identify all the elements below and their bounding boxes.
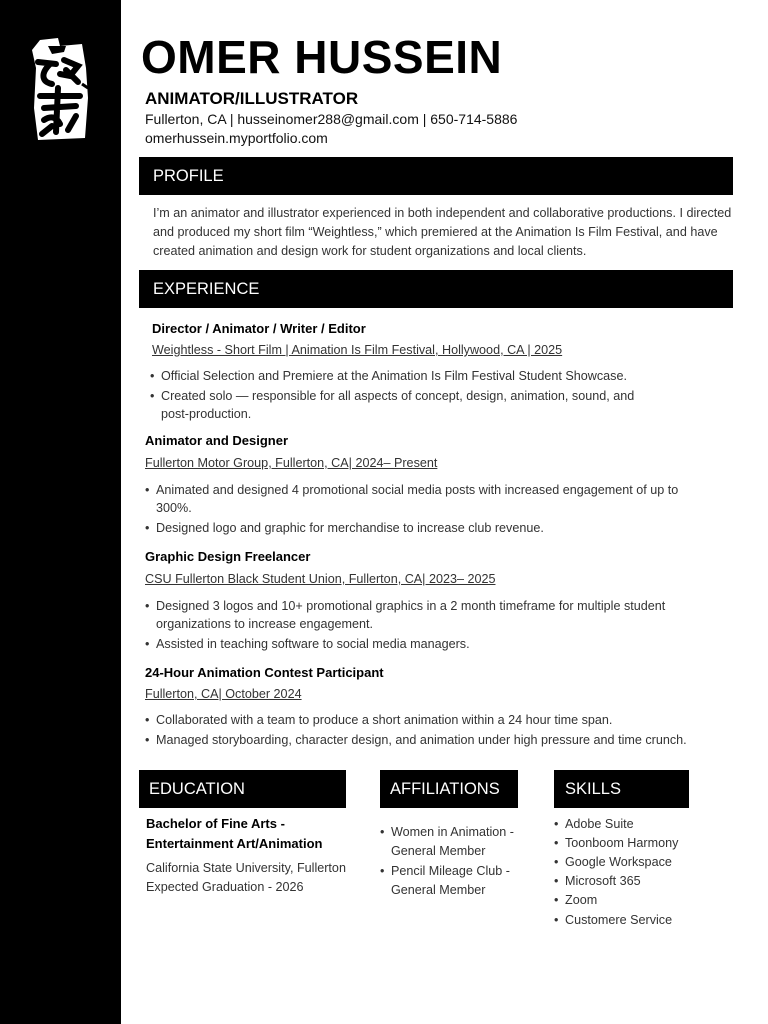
skill-item [554, 815, 744, 834]
bullet-icon: • [554, 874, 559, 888]
job-bullet [145, 597, 705, 633]
job-title: Animator and Designer [145, 433, 289, 448]
bullet-icon: • [554, 893, 559, 907]
skill-text: Customere Service [565, 913, 673, 927]
job-subtitle: Fullerton Motor Group, Fullerton, CA| 2024– Present [145, 456, 438, 470]
portfolio-website: omerhussein.myportfolio.com [145, 130, 328, 146]
bullet-text: Designed 3 logos and 10+ promotional graphics in a 2 month timeframe for multiple student organizations to increase engagement. [156, 599, 666, 631]
affiliation-item [380, 823, 530, 861]
bullet-icon: • [145, 599, 150, 613]
bullet-icon: • [554, 817, 559, 831]
contact-line: Fullerton, CA | husseinomer288@gmail.com | 650-714-5886 [145, 111, 518, 127]
bullet-icon: • [150, 369, 155, 383]
bullet-icon: • [554, 913, 559, 927]
job-bullet [145, 481, 710, 517]
bullet-icon: • [145, 521, 150, 535]
skill-item [554, 834, 744, 853]
skill-item [554, 872, 744, 891]
profile-text: I’m an animator and illustrator experienced in both independent and collaborative productions. I directed and produced my short film “Weightless,” which premiered at the Animation Is Film Festival, and have created animation and design work for student organizations and local clients. [153, 206, 732, 258]
job-bullet [145, 519, 710, 537]
job-subtitle: Weightless - Short Film | Animation Is Film Festival, Hollywood, CA | 2025 [152, 343, 563, 357]
graduation-date: Expected Graduation - 2026 [146, 880, 304, 894]
bullet-icon: • [380, 864, 385, 878]
education-heading: EDUCATION [139, 770, 346, 808]
skill-item [554, 853, 744, 872]
job-subtitle: Fullerton, CA| October 2024 [145, 687, 302, 701]
bullet-text: Animated and designed 4 promotional social media posts with increased engagement of up to 300%. [156, 483, 679, 515]
skills-heading: SKILLS [554, 770, 689, 808]
bullet-text: Assisted in teaching software to social media managers. [156, 637, 470, 651]
job-title: 24-Hour Animation Contest Participant [145, 665, 384, 680]
bullet-icon: • [554, 855, 559, 869]
school-name: California State University, Fullerton [146, 861, 346, 875]
skill-text: Adobe Suite [565, 817, 634, 831]
affiliation-text: Women in Animation - General Member [391, 825, 514, 858]
bullet-icon: • [145, 713, 150, 727]
skill-text: Microsoft 365 [565, 874, 641, 888]
candidate-name: OMER HUSSEIN [141, 31, 503, 83]
job-bullet [150, 367, 650, 385]
job-role: ANIMATOR/ILLUSTRATOR [145, 89, 359, 108]
bullet-icon: • [145, 637, 150, 651]
experience-heading: EXPERIENCE [139, 270, 733, 308]
skill-item [554, 911, 744, 930]
bullet-icon: • [150, 389, 155, 403]
skill-item [554, 891, 744, 910]
skill-text: Toonboom Harmony [565, 836, 679, 850]
bullet-text: Official Selection and Premiere at the Animation Is Film Festival Student Showcase. [161, 369, 627, 383]
skill-text: Zoom [565, 893, 598, 907]
affiliation-text: Pencil Mileage Club - General Member [391, 864, 510, 897]
bullet-text: Managed storyboarding, character design, and animation under high pressure and time crunch. [156, 733, 687, 747]
job-title: Graphic Design Freelancer [145, 549, 311, 564]
affiliation-item [380, 862, 530, 900]
bullet-icon: • [145, 483, 150, 497]
job-bullet [150, 387, 650, 423]
bullet-text: Collaborated with a team to produce a short animation within a 24 hour time span. [156, 713, 613, 727]
bullet-icon: • [380, 825, 385, 839]
affiliations-heading: AFFILIATIONS [380, 770, 518, 808]
job-subtitle: CSU Fullerton Black Student Union, Fullerton, CA| 2023– 2025 [145, 572, 496, 586]
job-bullet [145, 711, 735, 729]
logo-icon [30, 38, 90, 140]
left-sidebar [0, 0, 121, 1024]
skill-text: Google Workspace [565, 855, 672, 869]
bullet-icon: • [145, 733, 150, 747]
bullet-text: Created solo — responsible for all aspects of concept, design, animation, sound, and post-production. [161, 389, 635, 421]
bullet-text: Designed logo and graphic for merchandise to increase club revenue. [156, 521, 544, 535]
bullet-icon: • [554, 836, 559, 850]
profile-heading: PROFILE [139, 157, 733, 195]
job-bullet [145, 731, 735, 749]
job-title: Director / Animator / Writer / Editor [152, 321, 366, 336]
job-bullet [145, 635, 705, 653]
degree-title: Bachelor of Fine Arts - Entertainment Art/Animation [146, 816, 323, 851]
